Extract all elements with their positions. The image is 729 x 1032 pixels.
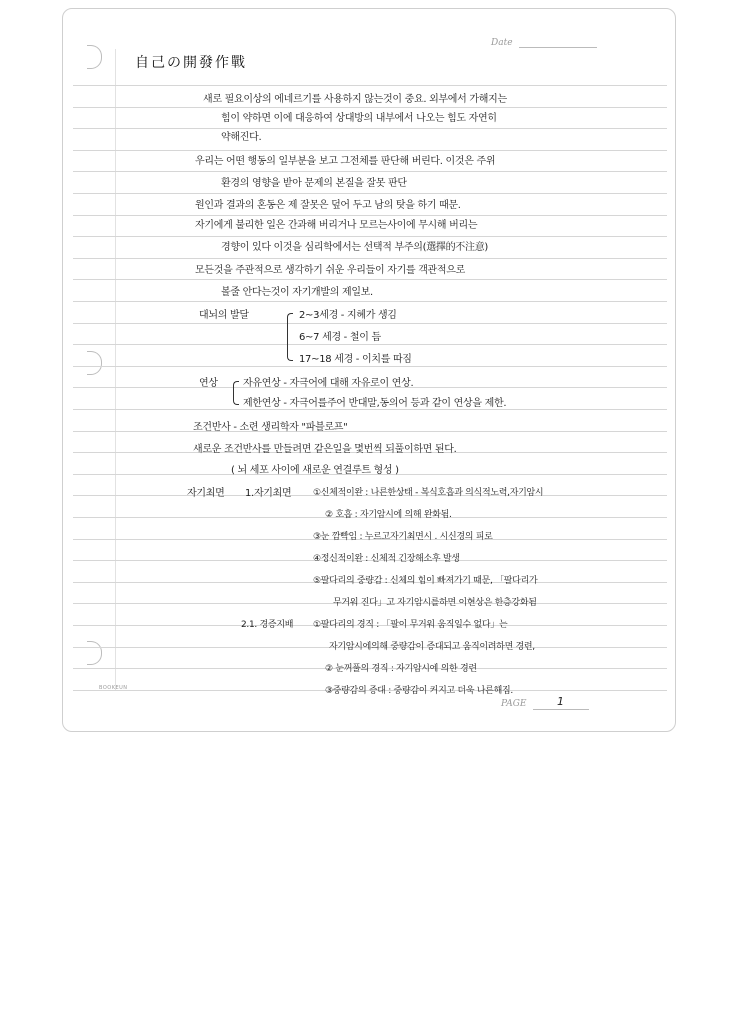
date-line — [519, 47, 597, 48]
rule-line — [73, 215, 667, 216]
assoc-item: 자유연상 - 자극어에 대해 자유로이 연상. — [243, 378, 414, 389]
text-line: 원인과 결과의 혼동은 제 잘못은 덮어 두고 남의 탓을 하기 때문. — [195, 200, 461, 211]
list-item: ⑤팔다리의 중량감 : 신체의 힘이 빠져가기 때문, 「팔다리가 — [313, 576, 538, 586]
text-line: 모든것을 주관적으로 생각하기 쉬운 우리들이 자기를 객관적으로 — [195, 265, 465, 276]
binder-hole — [87, 641, 102, 665]
page-line — [533, 709, 589, 710]
list-item: ② 호흡 : 자기암시에 의해 완화됨. — [325, 510, 452, 520]
brace — [287, 313, 293, 361]
text-line: 우리는 어떤 행동의 일부분을 보고 그전체를 판단해 버린다. 이것은 주위 — [195, 156, 496, 167]
list-item: 무거워 진다」고 자기암시를하면 이현상은 한층강화됨 — [333, 598, 537, 608]
brand-mark: BOOKEUN — [99, 685, 128, 691]
text-line: 새로 필요이상의 에네르기를 사용하지 않는것이 중요. 외부에서 가해지는 — [203, 94, 507, 105]
text-line: 경향이 있다 이것을 심리학에서는 선택적 부주의(選擇的不注意) — [221, 242, 488, 253]
self-hypnosis-label: 자기최면 — [187, 488, 225, 499]
brain-item: 2~3세경 - 지혜가 생김 — [299, 310, 397, 321]
section-label: 2.1. 경증지배 — [241, 620, 294, 630]
rule-line — [73, 279, 667, 280]
text-line: 새로운 조건반사를 만들려면 같은일을 몇번씩 되풀이하면 된다. — [193, 444, 457, 455]
binder-hole — [87, 351, 102, 375]
brace — [233, 381, 239, 405]
list-item: ④정신적이완 : 신체적 긴장해소후 발생 — [313, 554, 460, 564]
text-line: 힘이 약하면 이에 대응하여 상대방의 내부에서 나오는 힘도 자연히 — [221, 113, 497, 124]
notebook-page — [62, 8, 676, 732]
list-item: 자기암시에의해 중량감이 증대되고 움직이려하면 경련, — [329, 642, 535, 652]
rule-line — [73, 301, 667, 302]
section-label: 1.자기최면 — [245, 488, 292, 499]
brain-label: 대뇌의 발달 — [199, 310, 249, 321]
rule-line — [73, 107, 667, 108]
brain-item: 6~7 세경 - 철이 듬 — [299, 332, 381, 343]
rule-line — [73, 344, 667, 345]
text-line: ( 뇌 세포 사이에 새로운 연결루트 형성 ) — [231, 465, 399, 476]
rule-line — [73, 150, 667, 151]
text-line: 볼줄 안다는것이 자기개발의 제일보. — [221, 287, 373, 298]
list-item: ③눈 깜빡임 : 누르고자기최면시 . 시신경의 피로 — [313, 532, 493, 542]
rule-line — [73, 431, 667, 432]
rule-line — [73, 128, 667, 129]
text-line: 환경의 영향을 받아 문제의 본질을 잘못 판단 — [221, 178, 407, 189]
rule-line — [73, 193, 667, 194]
rule-line — [73, 171, 667, 172]
assoc-label: 연상 — [199, 378, 218, 389]
list-item: ③중량감의 증대 : 중량감이 커지고 더욱 나른해짐. — [325, 686, 513, 696]
assoc-item: 제한연상 - 자극어를주어 반대말,동의어 등과 같이 연상을 제한. — [243, 398, 507, 409]
margin-line — [115, 49, 116, 691]
brain-item: 17~18 세경 - 이치를 따짐 — [299, 354, 412, 365]
text-line: 자기에게 불리한 일은 간과해 버리거나 모르는사이에 무시해 버리는 — [195, 220, 478, 231]
text-line: 조건반사 - 소련 생리학자 "파블로프" — [193, 422, 348, 433]
rule-line — [73, 258, 667, 259]
list-item: ①팔다리의 경직 : 「팔이 무거워 움직일수 없다」는 — [313, 620, 508, 630]
list-item: ② 눈꺼풀의 경직 : 자기암시에 의한 경련 — [325, 664, 477, 674]
binder-hole — [87, 45, 102, 69]
page-number: 1 — [557, 695, 564, 708]
page-label: PAGE — [501, 699, 527, 709]
text-line: 약해진다. — [221, 132, 262, 143]
page-title: 自己の開發作戰 — [135, 55, 247, 71]
rule-line — [73, 85, 667, 86]
date-label: Date — [491, 38, 513, 48]
rule-line — [73, 323, 667, 324]
rule-line — [73, 236, 667, 237]
list-item: ①신체적이완 : 나른한상태 - 복식호흡과 의식적노력,자기암시 — [313, 488, 544, 498]
